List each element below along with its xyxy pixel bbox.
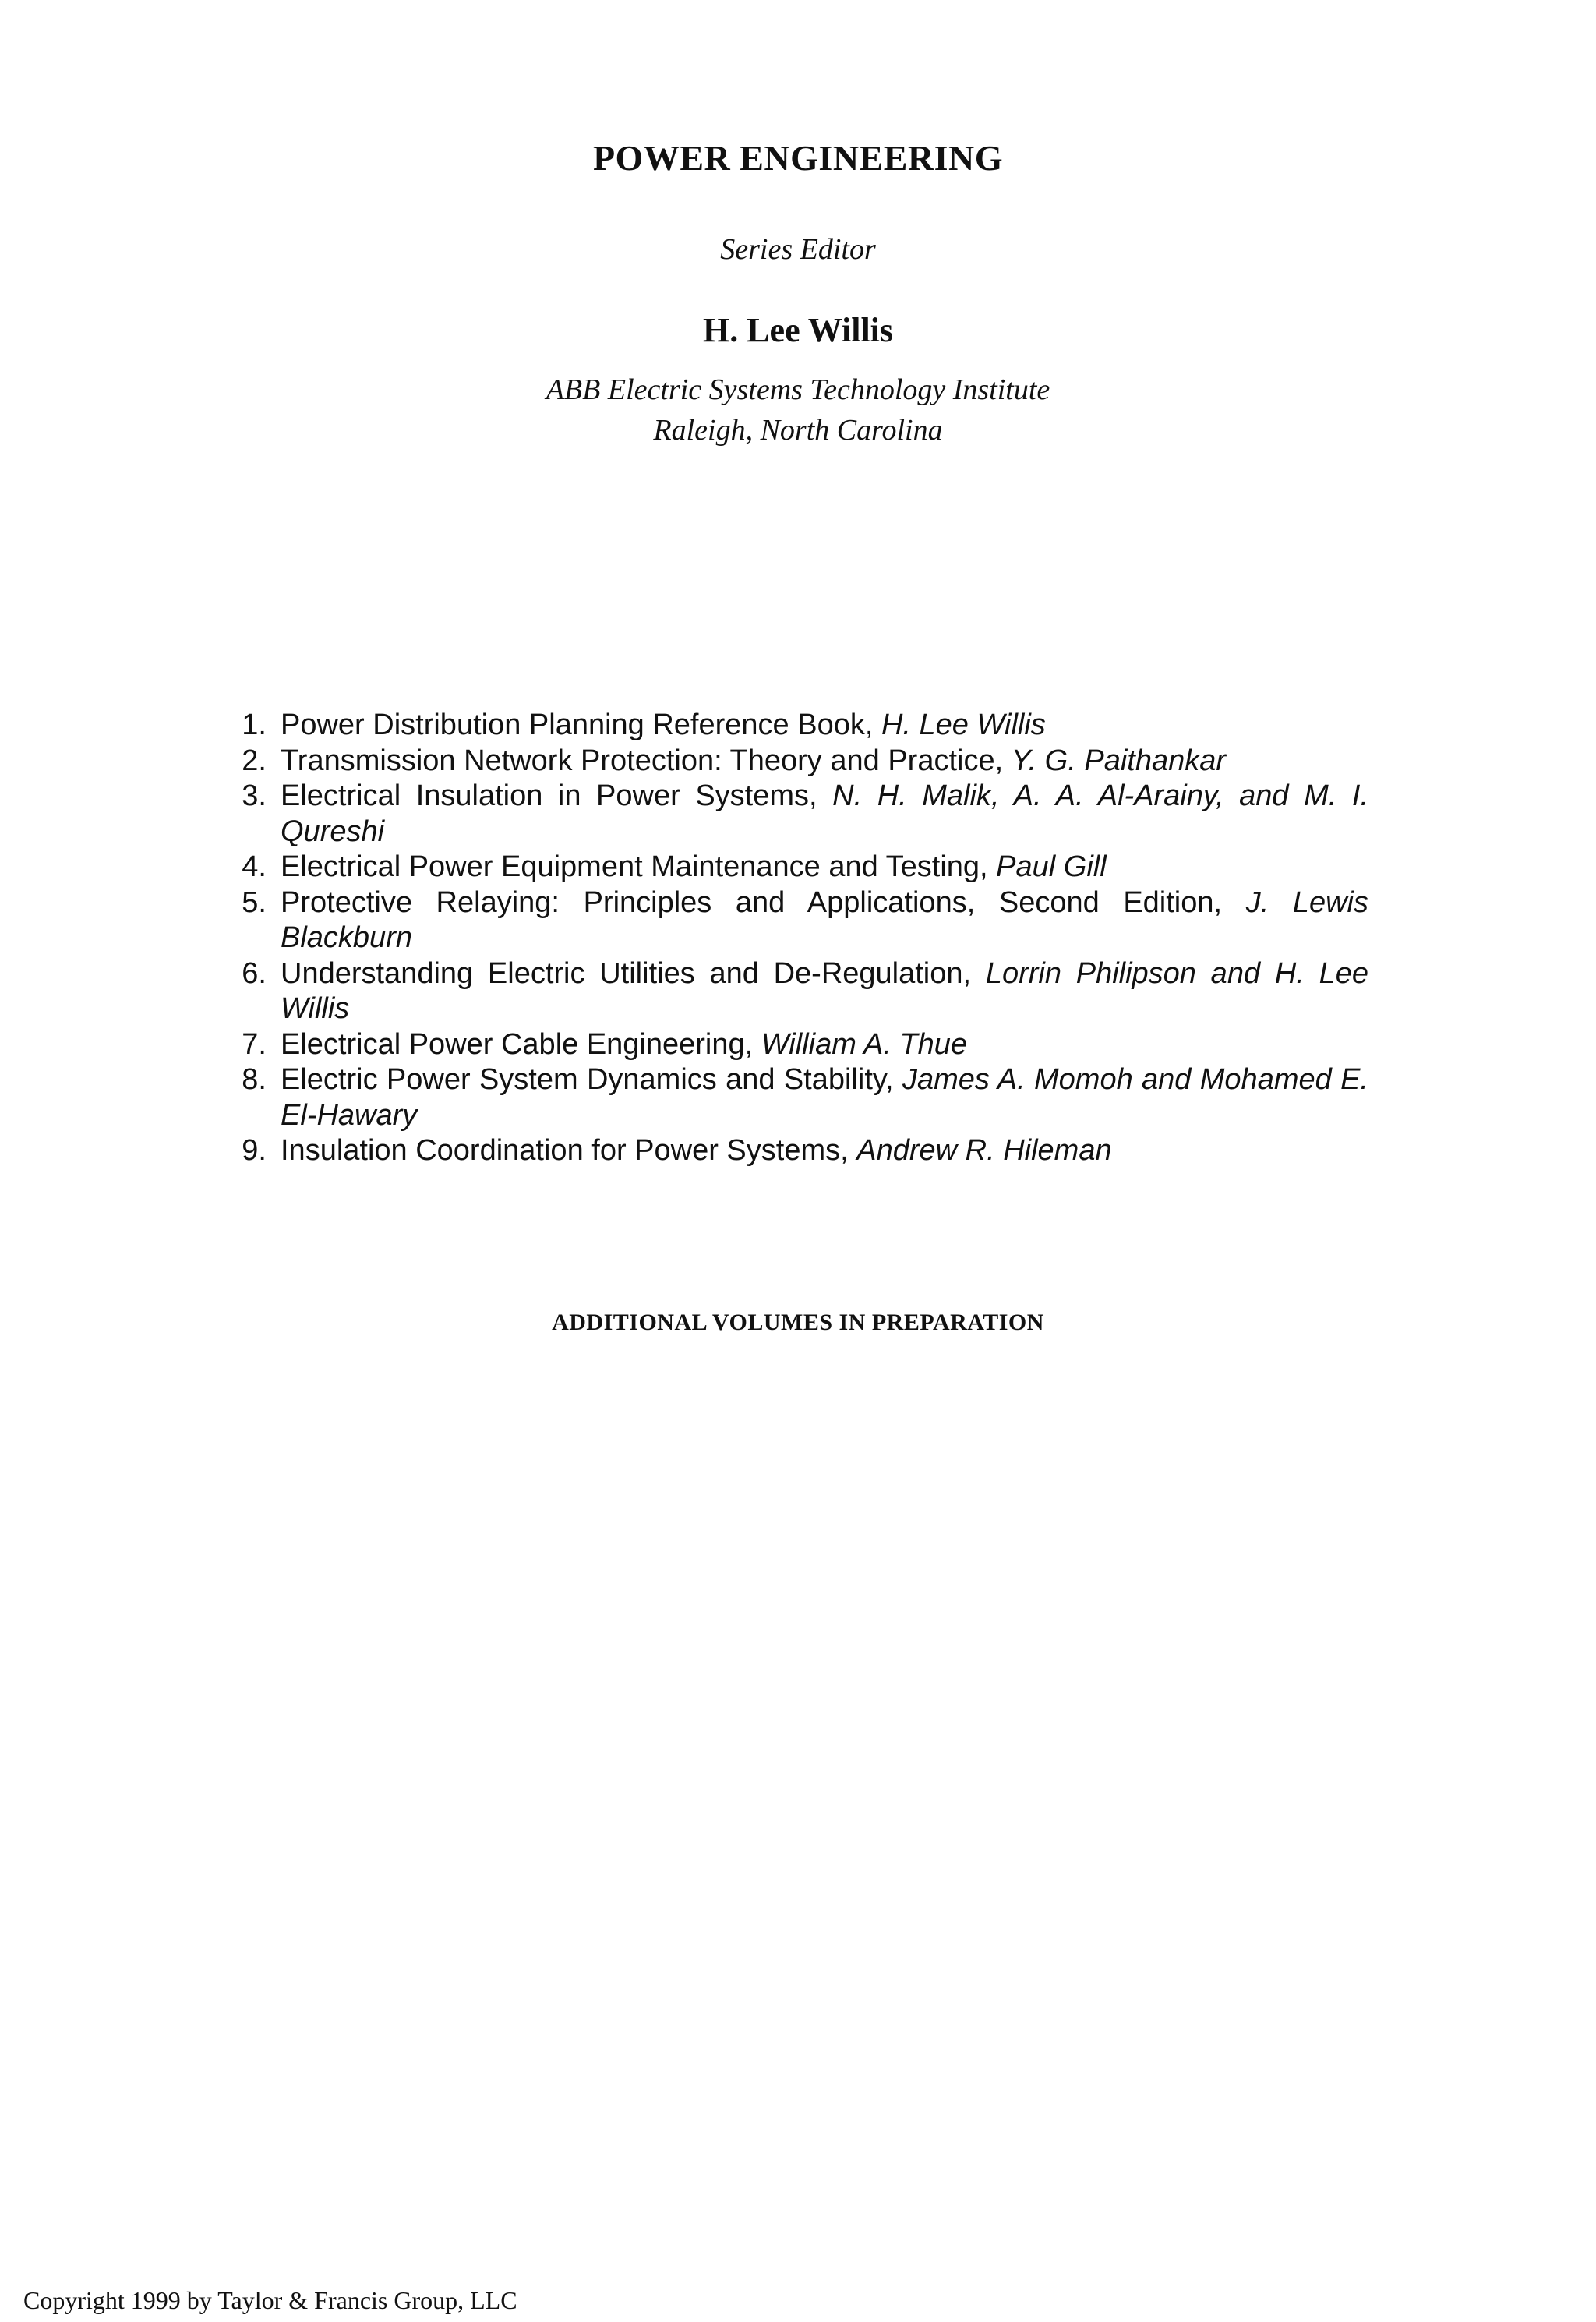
- book-author: James A. Momoh and Mohamed E. El-Hawary: [281, 1063, 1368, 1132]
- book-number: 7.: [242, 1027, 267, 1061]
- book-list: [231, 708, 1368, 1169]
- book-item: [231, 1133, 1368, 1169]
- book-title: Power Distribution Planning Reference Book,: [281, 709, 874, 741]
- book-author: J. Lewis Blackburn: [281, 885, 1368, 954]
- book-author: Y. G. Paithankar: [1011, 744, 1227, 777]
- book-title: Electrical Power Cable Engineering,: [281, 1027, 754, 1061]
- book-title: Electrical Insulation in Power Systems,: [281, 779, 817, 812]
- copyright-notice: Copyright 1999 by Taylor & Francis Group, LLC: [23, 2286, 517, 2314]
- additional-volumes-note: ADDITIONAL VOLUMES IN PREPARATION: [552, 1309, 1044, 1335]
- book-number: 8.: [242, 1063, 267, 1096]
- book-entry: [281, 1062, 1368, 1133]
- book-title: Protective Relaying: Principles and Applications, Second Edition,: [281, 885, 1223, 919]
- book-title: Understanding Electric Utilities and De-Regulation,: [281, 956, 972, 990]
- book-entry: [281, 956, 1368, 1027]
- book-item: [231, 1062, 1368, 1133]
- book-item: [231, 885, 1368, 956]
- book-item: [231, 708, 1368, 744]
- book-entry: [281, 850, 1368, 885]
- book-item: [231, 956, 1368, 1027]
- book-number: 6.: [242, 956, 267, 990]
- book-item: [231, 744, 1368, 779]
- book-title: Electrical Power Equipment Maintenance and Testing,: [281, 850, 988, 883]
- book-number: 4.: [242, 850, 267, 883]
- book-item: [231, 1027, 1368, 1063]
- editor-name: H. Lee Willis: [702, 311, 894, 349]
- book-title: Transmission Network Protection: Theory and Practice,: [281, 744, 1004, 777]
- series-editor-label: Series Editor: [720, 233, 876, 266]
- book-author: William A. Thue: [761, 1027, 968, 1061]
- editor-affiliation: [0, 369, 1596, 451]
- book-entry: [281, 885, 1368, 956]
- affiliation-location: Raleigh, North Carolina: [653, 414, 943, 447]
- book-title: Insulation Coordination for Power Systems,: [281, 1134, 849, 1167]
- series-title: POWER ENGINEERING: [592, 138, 1004, 178]
- book-author: Paul Gill: [996, 850, 1107, 883]
- book-number: 2.: [242, 744, 267, 777]
- affiliation-institute: ABB Electric Systems Technology Institute: [546, 373, 1050, 406]
- book-entry: [281, 1133, 1368, 1169]
- book-number: 1.: [242, 709, 267, 741]
- book-author: Andrew R. Hileman: [856, 1134, 1112, 1167]
- book-entry: [281, 1027, 1368, 1063]
- book-number: 9.: [242, 1134, 267, 1167]
- book-number: 3.: [242, 779, 267, 812]
- book-author: H. Lee Willis: [881, 709, 1046, 741]
- book-author: N. H. Malik, A. A. Al-Arainy, and M. I. Qureshi: [281, 779, 1368, 848]
- book-entry: [281, 708, 1368, 744]
- book-title: Electric Power System Dynamics and Stability,: [281, 1063, 894, 1096]
- book-author: Lorrin Philipson and H. Lee Willis: [281, 956, 1368, 1025]
- book-entry: [281, 744, 1368, 779]
- book-number: 5.: [242, 885, 267, 919]
- book-entry: [281, 779, 1368, 850]
- book-item: [231, 850, 1368, 885]
- book-item: [231, 779, 1368, 850]
